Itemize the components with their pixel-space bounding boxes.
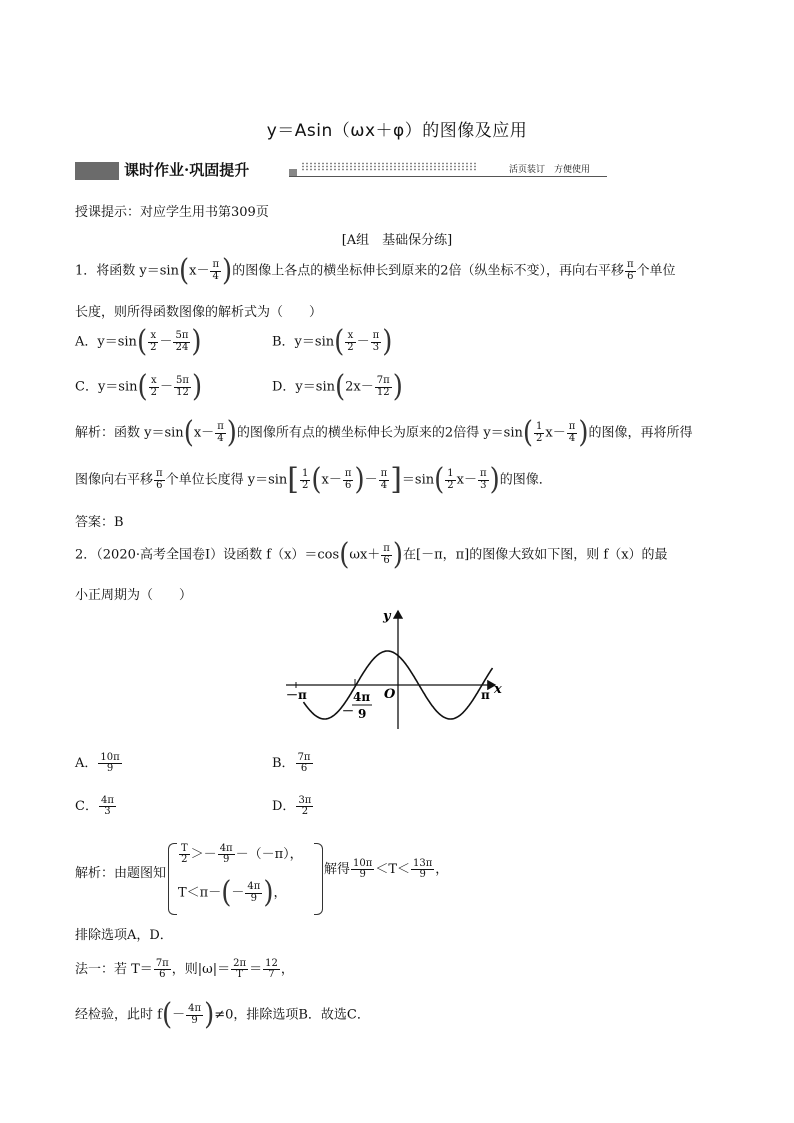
- q2-solution-label: 解析：由题图知: [75, 866, 167, 881]
- group-heading: [A组 基础保分练]: [341, 233, 453, 248]
- q2-option-d[interactable]: D． $\frac{3\pi}{2}$: [272, 794, 312, 817]
- mark-numerator: 4π: [353, 690, 371, 704]
- banner-label: 课时作业·巩固提升: [124, 161, 250, 179]
- banner-rule: [289, 176, 607, 177]
- solve-result: 解得 $\frac{10\pi}{9}$ ＜T＜ $\frac{13\pi}{9}$ ，: [324, 857, 449, 880]
- q1-option-a[interactable]: A．y＝sin( $\frac{x}{2}$ － $\frac{5\pi}{24}$ ): [75, 324, 202, 360]
- q1-option-d[interactable]: D．y＝sin(2x－ $\frac{7\pi}{12}$ ): [272, 369, 403, 405]
- banner-dots: [301, 162, 477, 171]
- q1-answer: 答案：B: [75, 515, 124, 530]
- y-label: y: [383, 609, 391, 624]
- q1-stem-line1: 1．将函数 y＝sin(x－ $\frac{\pi}{4}$ )的图像上各点的横坐标伸长到原来的2倍（纵坐标不变），再向右平移 $\frac{\pi}{6}$ 个单位: [75, 253, 676, 289]
- q2-stem-line1: 2．（2020·高考全国卷Ⅰ）设函数 f（x）＝cos(ωx＋ $\frac{\pi}{6}$ )在[－π，π]的图像大致如下图，则 f（x）的最: [75, 537, 668, 573]
- page-title: y＝Asin（ωx＋φ）的图像及应用: [266, 121, 528, 141]
- exclude-text: 排除选项A，D．: [75, 928, 173, 943]
- pi-label: π: [481, 688, 490, 702]
- q2-option-b[interactable]: B． $\frac{7\pi}{6}$: [272, 751, 311, 774]
- q1-option-b[interactable]: B．y＝sin( $\frac{x}{2}$ － $\frac{\pi}{3}$ ): [272, 324, 393, 360]
- case-line-2: T＜π－(－ $\frac{4\pi}{9}$ )，: [178, 875, 287, 911]
- q1-stem-line2: 长度，则所得函数图像的解析式为（ ）: [75, 305, 323, 320]
- banner-block: [75, 162, 119, 180]
- banner-right-text: 活页装订 方便使用: [509, 165, 591, 175]
- case-line-1: $\frac{T}{2}$ ＞－ $\frac{4\pi}{9}$ －（－π），: [181, 842, 303, 865]
- q1-option-c[interactable]: C．y＝sin( $\frac{x}{2}$ － $\frac{5\pi}{12}$ ): [75, 369, 203, 405]
- right-brace: [314, 843, 323, 915]
- x-label: x: [494, 682, 502, 697]
- method-one: 法一：若 T＝ $\frac{7\pi}{6}$ ，则|ω|＝ $\frac{2\pi}{T}$ ＝ $\frac{12}{7}$ ，: [75, 957, 294, 980]
- mark-minus: －: [342, 704, 355, 718]
- origin-label: O: [384, 687, 396, 702]
- mark-denominator: 9: [358, 707, 367, 721]
- q2-option-c[interactable]: C． $\frac{4\pi}{3}$: [75, 794, 114, 817]
- q1-solution-line2: 图像向右平移 $\frac{\pi}{6}$ 个单位长度得 y＝sin[ $\frac{1}{2}$ (x－ $\frac{\pi}{6}$ )－ $\frac{\pi}{4}$ ]＝sin( $\frac{1}{2}$ x－ $\frac{\pi}{3}$ )的图像．: [75, 462, 552, 498]
- left-brace: [168, 843, 177, 915]
- cosine-graph: [282, 605, 507, 735]
- check-line: 经检验，此时 f(－ $\frac{4\pi}{9}$ )≠0，排除选项B．故选C．: [75, 997, 370, 1033]
- q1-solution-line1: 解析：函数 y＝sin(x－ $\frac{\pi}{4}$ )的图像所有点的横坐标伸长为原来的2倍得 y＝sin( $\frac{1}{2}$ x－ $\frac{\pi}{4}$ )的图像，再将所得: [75, 415, 693, 451]
- hint-text: 授课提示：对应学生用书第309页: [75, 205, 269, 220]
- q2-option-a[interactable]: A． $\frac{10\pi}{9}$: [75, 751, 120, 774]
- neg-pi-label: －π: [286, 688, 307, 702]
- q2-stem-line2: 小正周期为（ ）: [75, 588, 193, 603]
